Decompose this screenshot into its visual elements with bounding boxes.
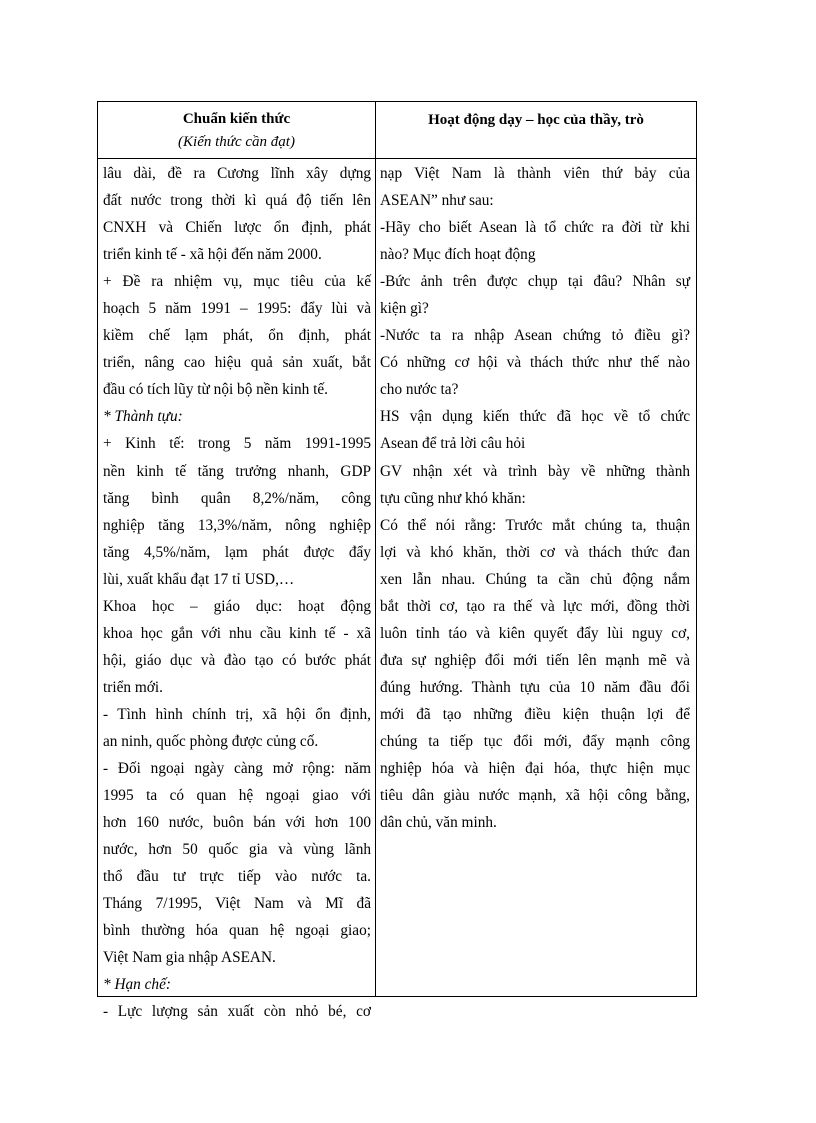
activities-text-line: Asean để trả lời câu hỏi (380, 435, 526, 453)
activities-text-line: ASEAN” như sau: (380, 192, 494, 210)
activities-text-line: nào? Mục đích hoạt động (380, 246, 536, 264)
activities-text-line: chúng ta tiếp tục đổi mới, đẩy mạnh công (380, 732, 690, 750)
knowledge-text-line: an ninh, quốc phòng được củng cố. (103, 732, 319, 750)
header-cell-knowledge (98, 102, 375, 158)
activities-text-line: lợi và khó khăn, thời cơ và thách thức đan (380, 543, 690, 561)
activities-text-line: mới đã tạo những điều kiện thuận lợi để (380, 705, 690, 723)
knowledge-text-line: * Hạn chế: (103, 976, 171, 994)
knowledge-text-line: tăng 4,5%/năm, lạm phát được đẩy (103, 543, 371, 561)
knowledge-text-line: đầu có tích lũy từ nội bộ nền kinh tế. (103, 381, 328, 399)
activities-text-line: bắt thời cơ, tạo ra thế và lực mới, đồng thời (380, 597, 690, 615)
knowledge-text-line: kiềm chế lạm phát, ổn định, phát (103, 327, 371, 345)
knowledge-cell (98, 159, 375, 1021)
activities-text-line: nghiệp hóa và hiện đại hóa, thực hiện mục (380, 760, 690, 778)
activities-text-line: dân chủ, văn minh. (380, 814, 497, 832)
activities-text-line: -Bức ảnh trên được chụp tại đâu? Nhân sự (380, 273, 690, 291)
knowledge-text-line: bình thường hóa quan hệ ngoại giao; (103, 922, 371, 940)
activities-text-line: tựu cũng như khó khăn: (380, 489, 526, 507)
knowledge-text-line: lâu dài, đề ra Cương lĩnh xây dựng (103, 165, 371, 182)
knowledge-text-line: lùi, xuất khẩu đạt 17 tỉ USD,… (103, 570, 295, 588)
knowledge-text-line: khoa học gắn với nhu cầu kinh tế - xã (103, 624, 371, 642)
activities-text-line: kiện gì? (380, 300, 429, 318)
header-cell-activities (376, 102, 696, 158)
knowledge-text-line: + Kinh tế: trong 5 năm 1991-1995 (103, 435, 371, 453)
activities-text-line: -Hãy cho biết Asean là tổ chức ra đời từ khi (380, 219, 690, 237)
activities-text-line: -Nước ta ra nhập Asean chứng tỏ điều gì? (380, 327, 690, 345)
activities-text-line: Có những cơ hội và thách thức như thế nào (380, 354, 690, 372)
knowledge-text-line: tăng bình quân 8,2%/năm, công (103, 489, 371, 507)
lesson-table (97, 101, 697, 1021)
header-knowledge-title: Chuẩn kiến thức (182, 111, 291, 127)
knowledge-text-line: triển kinh tế - xã hội đến năm 2000. (103, 246, 322, 264)
activities-cell (376, 159, 696, 996)
knowledge-text-line: triển, nâng cao hiệu quả sản xuất, bắt (103, 354, 371, 372)
activities-text-line: Có thể nói rằng: Trước mắt chúng ta, thuận (380, 516, 690, 534)
knowledge-text-line: hoạch 5 năm 1991 – 1995: đẩy lùi và (103, 300, 371, 318)
knowledge-text-line: Việt Nam gia nhập ASEAN. (103, 949, 276, 967)
activities-text-line: đưa sự nghiệp đổi mới tiến lên mạnh mẽ và (380, 651, 690, 669)
knowledge-text-line: CNXH và Chiến lược ổn định, phát (103, 219, 371, 237)
header-activities-title: Hoạt động dạy – học của thầy, trò (428, 112, 644, 128)
activities-text-line: tiêu dân giàu nước mạnh, xã hội công bằng, (380, 787, 690, 805)
knowledge-text-line: Tháng 7/1995, Việt Nam và Mĩ đã (103, 895, 371, 913)
activities-text-line: xen lẫn nhau. Chúng ta cần chủ động nắm (380, 570, 690, 588)
activities-text-line: HS vận dụng kiến thức đã học về tổ chức (380, 408, 690, 426)
knowledge-text-line: - Lực lượng sản xuất còn nhỏ bé, cơ (103, 1003, 371, 1021)
knowledge-text-line: đất nước trong thời kì quá độ tiến lên (103, 192, 371, 210)
activities-text-line: GV nhận xét và trình bày về những thành (380, 462, 690, 480)
knowledge-text-line: hội, giáo dục và đào tạo có bước phát (103, 651, 371, 669)
knowledge-text-line: nghiệp tăng 13,3%/năm, nông nghiệp (103, 516, 371, 534)
knowledge-text-line: - Tình hình chính trị, xã hội ổn định, (103, 705, 371, 723)
header-knowledge-subtitle: (Kiến thức cần đạt) (178, 134, 295, 150)
knowledge-text-line: nền kinh tế tăng trưởng nhanh, GDP (103, 462, 371, 480)
knowledge-text-line: triển mới. (103, 678, 163, 696)
knowledge-text-line: + Đề ra nhiệm vụ, mục tiêu của kế (103, 273, 371, 291)
knowledge-text-line: - Đối ngoại ngày càng mở rộng: năm (103, 760, 371, 778)
knowledge-text-line: Khoa học – giáo dục: hoạt động (103, 597, 371, 615)
knowledge-text-line: * Thành tựu: (103, 408, 183, 426)
knowledge-text-line: nước, hơn 50 quốc gia và vùng lãnh (103, 841, 371, 859)
activities-text-line: nạp Việt Nam là thành viên thứ bảy của (380, 165, 690, 182)
knowledge-text-line: hơn 160 nước, buôn bán với hơn 100 (103, 814, 371, 832)
activities-text-line: cho nước ta? (380, 381, 459, 399)
activities-text-line: luôn tỉnh táo và kiên quyết đẩy lùi nguy cơ, (380, 624, 690, 642)
activities-text-line: đúng hướng. Thành tựu của 10 năm đầu đổi (380, 678, 690, 696)
knowledge-text-line: thổ đầu tư trực tiếp vào nước ta. (103, 868, 371, 886)
knowledge-text-line: 1995 ta có quan hệ ngoại giao với (103, 787, 371, 805)
